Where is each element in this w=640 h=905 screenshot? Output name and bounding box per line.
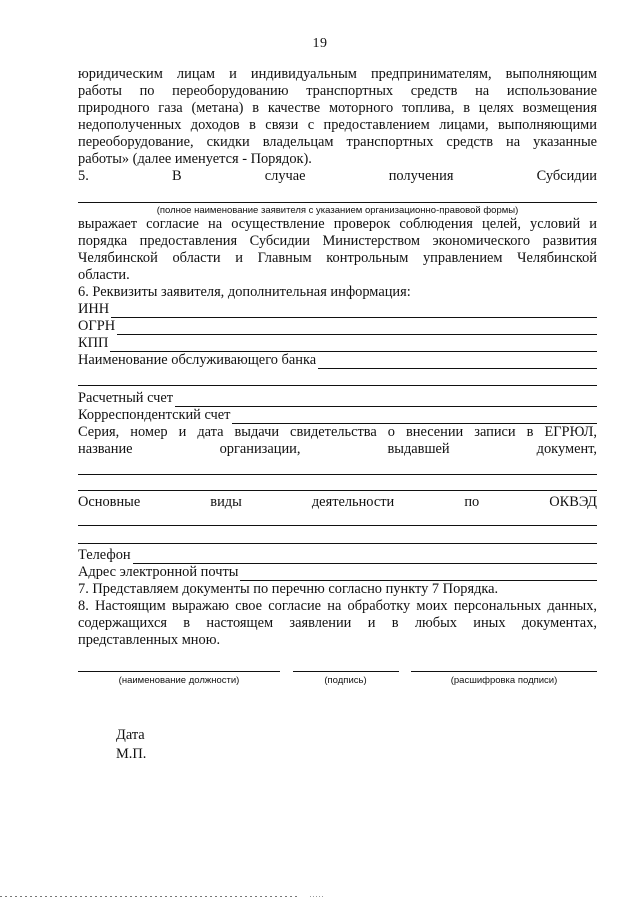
phone-row: [78, 547, 597, 564]
signature-field[interactable]: [293, 671, 399, 672]
account-row: [78, 390, 597, 407]
stamp-label: М.П.: [116, 746, 147, 762]
signature-block: [78, 671, 597, 686]
email-row: [78, 564, 597, 581]
item5-body: [78, 216, 597, 284]
email-label: Адрес электронной почты: [78, 564, 239, 580]
okved-field[interactable]: [78, 511, 597, 526]
intro-line: юридическим лицам и индивидуальным предпринимателям, выполняющим: [78, 66, 597, 82]
document-body: [78, 66, 597, 686]
kpp-field[interactable]: [110, 339, 597, 352]
bank-row: [78, 352, 597, 369]
scan-edge-mark-small: [310, 896, 324, 897]
item5-line-last: области.: [78, 267, 130, 283]
okved-line: Основные виды деятельности по ОКВЭД: [78, 494, 597, 510]
bank-field[interactable]: [318, 356, 597, 369]
item8-line: 8. Настоящим выражаю свое согласие на обработку моих персональных данных,: [78, 598, 597, 614]
intro-line: природного газа (метана) в качестве моторного топлива, в целях возмещения: [78, 100, 597, 116]
corr-account-row: [78, 407, 597, 424]
item6-heading: 6. Реквизиты заявителя, дополнительная информация:: [78, 284, 411, 300]
intro-line: недополученных доходов в связи с предоставлением лицами, выполняющими: [78, 117, 597, 133]
corr-account-field[interactable]: [232, 411, 597, 424]
date-stamp-block: [116, 726, 146, 764]
intro-line: переоборудование, скидки владельцам транспортных средств на указанные: [78, 134, 597, 150]
inn-label: ИНН: [78, 301, 110, 317]
inn-row: [78, 301, 597, 318]
ogrn-field[interactable]: [117, 322, 597, 335]
intro-paragraph: [78, 66, 597, 168]
ogrn-row: [78, 318, 597, 335]
item5-line: Челябинской области и Главным контрольным управлением Челябинской: [78, 250, 597, 266]
page-number: 19: [312, 36, 328, 51]
item7-text: 7. Представляем документы по перечню согласно пункту 7 Порядка.: [78, 581, 499, 597]
item5-heading: 5. В случае получения Субсидии: [78, 168, 597, 184]
signature-caption: (подпись): [324, 675, 367, 686]
egrul-field[interactable]: [78, 458, 597, 475]
bank-field-continuation[interactable]: [78, 369, 597, 386]
position-field[interactable]: [78, 671, 280, 672]
position-caption: (наименование должности): [118, 675, 240, 686]
ogrn-label: ОГРН: [78, 318, 116, 334]
position-cell: [78, 671, 280, 686]
corr-account-label: Корреспондентский счет: [78, 407, 231, 423]
scan-edge-mark: [0, 896, 300, 897]
decoding-cell: [411, 671, 597, 686]
kpp-label: КПП: [78, 335, 109, 351]
phone-label: Телефон: [78, 547, 131, 563]
intro-line-last: работы» (далее именуется - Порядок).: [78, 151, 312, 167]
okved-field-continuation[interactable]: [78, 526, 597, 544]
decoding-field[interactable]: [411, 671, 597, 672]
item5-line: порядка предоставления Субсидии Министерством экономического развития: [78, 233, 597, 249]
item5-line: выражает согласие на осуществление проверок соблюдения целей, условий и: [78, 216, 597, 232]
signature-cell: [293, 671, 399, 686]
applicant-name-field[interactable]: [78, 202, 597, 203]
egrul-field-continuation[interactable]: [78, 475, 597, 491]
kpp-row: [78, 335, 597, 352]
date-label: Дата: [116, 727, 145, 743]
inn-field[interactable]: [111, 305, 597, 318]
bank-label: Наименование обслуживающего банка: [78, 352, 317, 368]
item8-line: содержащихся в настоящем заявлении и в любых иных документах,: [78, 615, 597, 631]
decoding-caption: (расшифровка подписи): [450, 675, 558, 686]
email-field[interactable]: [240, 568, 597, 581]
account-field[interactable]: [175, 394, 597, 407]
egrul-words-line: название организации, выдавшей документ,: [78, 441, 597, 457]
phone-field[interactable]: [133, 551, 597, 564]
egrul-line: Серия, номер и дата выдачи свидетельства о внесении записи в ЕГРЮЛ,: [78, 424, 597, 440]
item8-line-last: представленных мною.: [78, 632, 221, 648]
item8-paragraph: [78, 598, 597, 649]
account-label: Расчетный счет: [78, 390, 174, 406]
applicant-name-caption: (полное наименование заявителя с указанием организационно-правовой формы): [156, 205, 519, 216]
intro-line: работы по переоборудованию транспортных средств на использование: [78, 83, 597, 99]
